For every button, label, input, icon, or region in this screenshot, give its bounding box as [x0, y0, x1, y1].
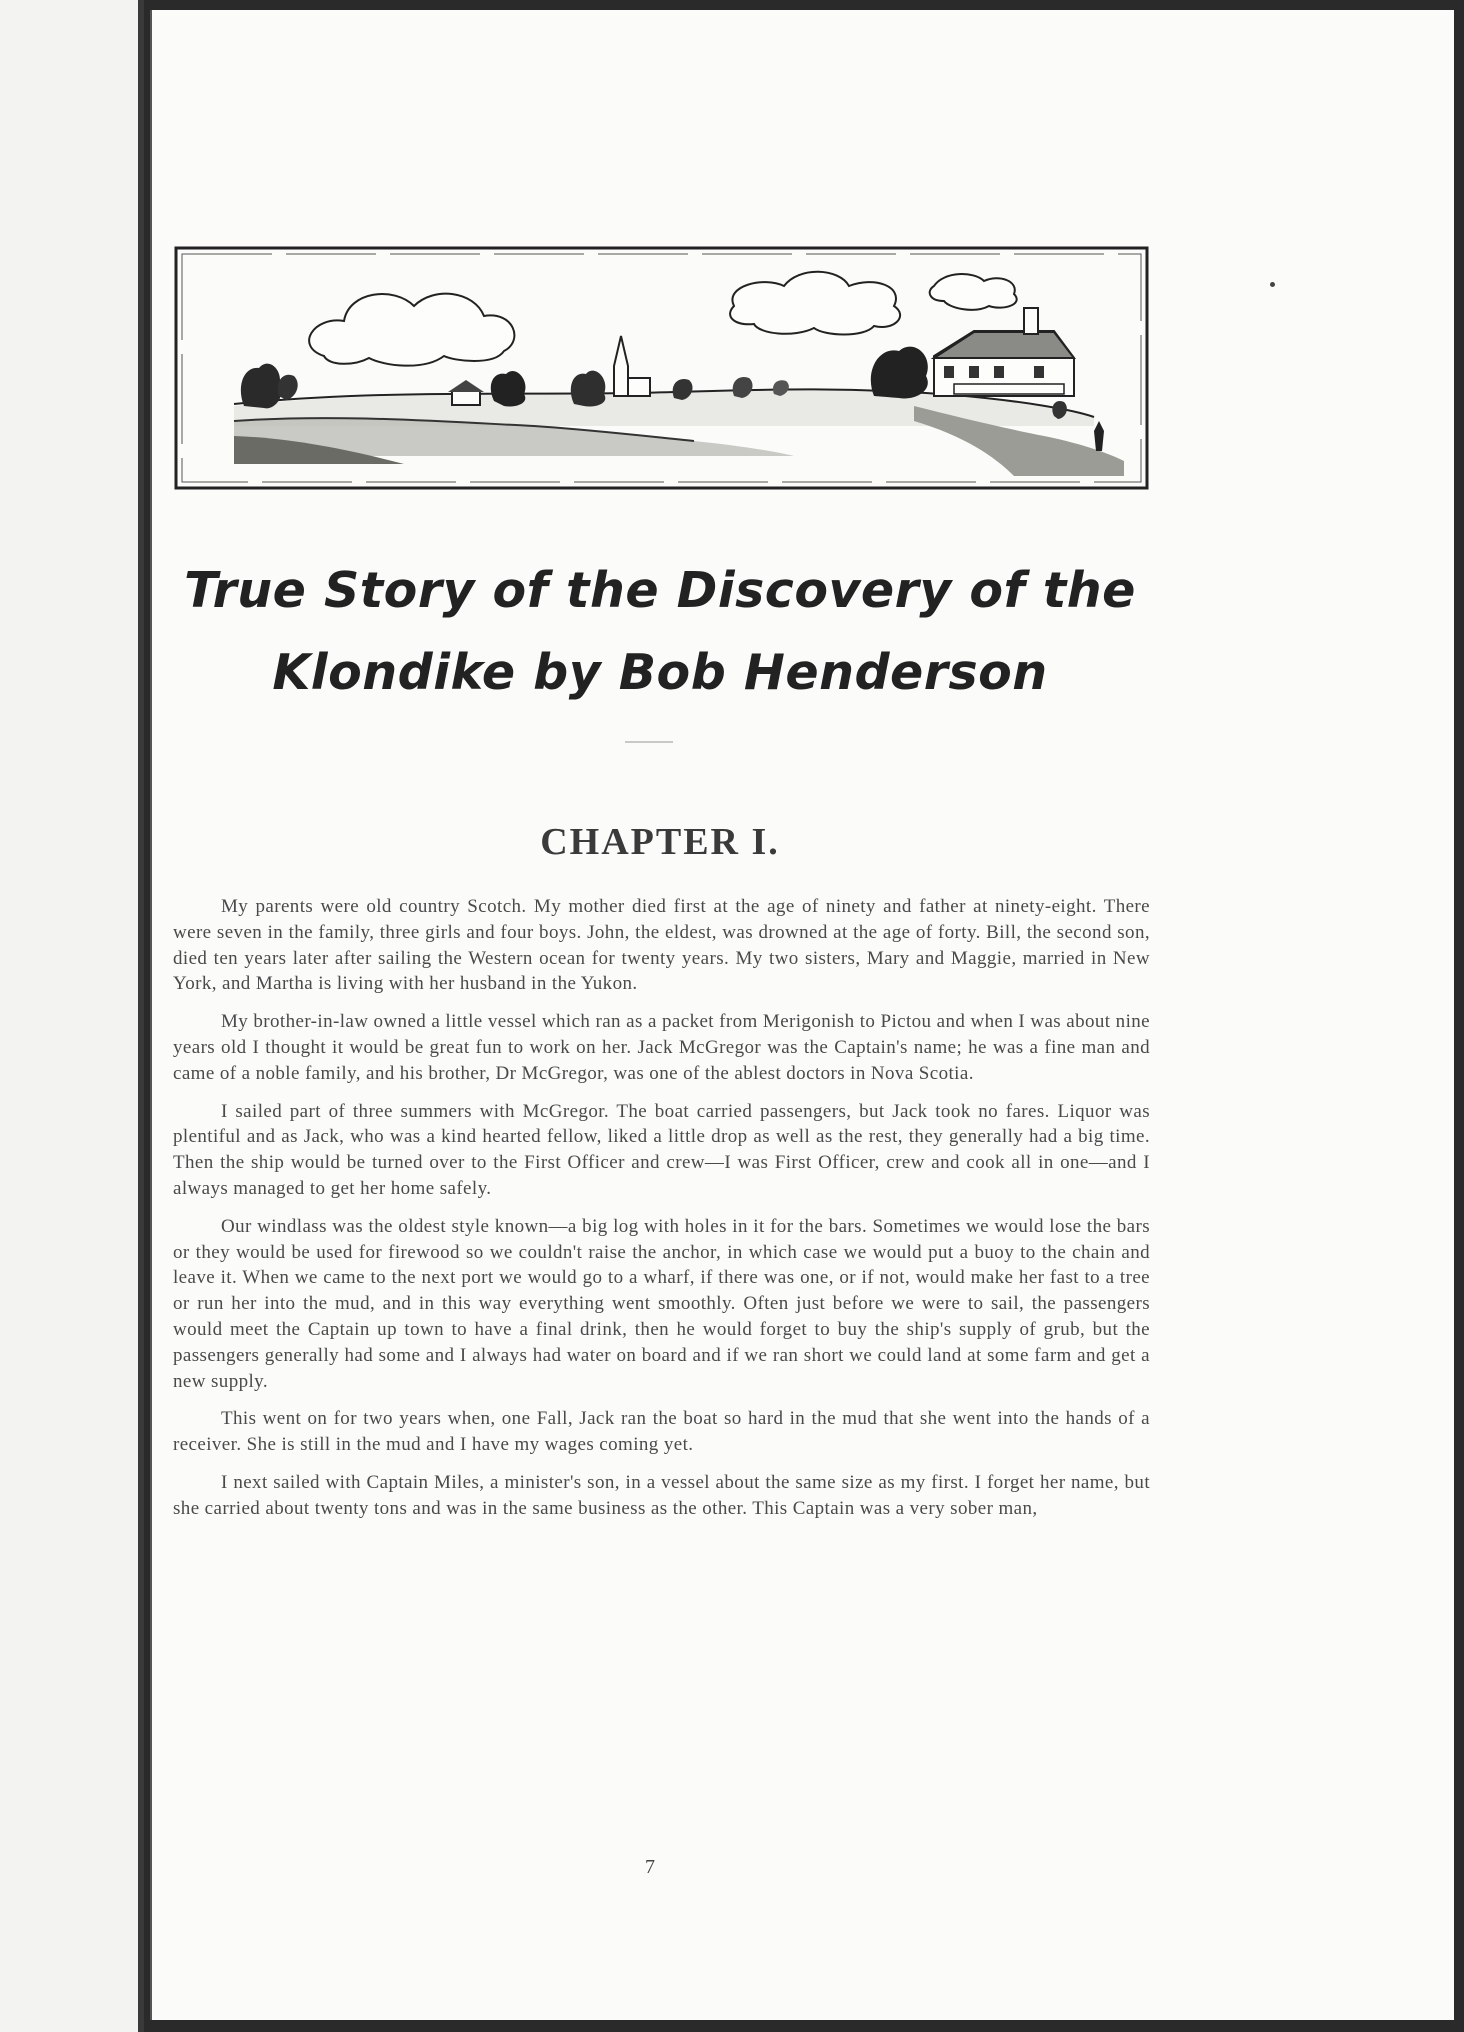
header-illustration [174, 246, 1149, 490]
chapter-heading: CHAPTER I. [540, 821, 780, 863]
title-line-1: True Story of the Discovery of the [184, 562, 1136, 619]
title-line-2: Klondike by Bob Henderson [272, 644, 1048, 701]
paragraph: My parents were old country Scotch. My mother died first at the age of ninety and father at ninety-eight. There were seven in the family, three girls and four boys. John, the eldest, was drowned at the age of forty. Bill, the second son, died ten years later after sailing the Western ocean for twenty years. My two sisters, Mary and Maggie, married in New York, and Martha is living with her husband in the Yukon. [173, 896, 1150, 995]
title-divider [625, 741, 673, 743]
page-title [170, 550, 1150, 714]
page-number: 7 [645, 1856, 655, 1878]
speck [1270, 282, 1275, 287]
paragraph: I next sailed with Captain Miles, a minister's son, in a vessel about the same size as my first. I forget her name, but she carried about twenty tons and was in the same business as the other. This Captain was a very sober man, [173, 1471, 1150, 1519]
paragraph: Our windlass was the oldest style known—a big log with holes in it for the bars. Sometimes we would lose the bars or they would be used for firewood so we couldn't raise the anchor, in which case we would put a buoy to the chain and leave it. When we came to the next port we would go to a wharf, if there was one, or if not, would make her fast to a tree or run her into the mud, and in this way everything went smoothly. Often just before we were to sail, the passengers would meet the Captain up town to have a final drink, then he would forget to buy the ship's supply of grub, but the passengers generally had some and I always had water on board and if we ran short we could land at some farm and get a new supply. [173, 1215, 1150, 1392]
facing-page-edge [0, 0, 144, 2032]
paragraph: My brother-in-law owned a little vessel which ran as a packet from Merigonish to Pictou and when I was about nine years old I thought it would be great fun to work on her. Jack McGregor was the Captain's name; he was a fine man and came of a noble family, and his brother, Dr McGregor, was one of the ablest doctors in Nova Scotia. [173, 1011, 1150, 1084]
paragraph: I sailed part of three summers with McGregor. The boat carried passengers, but Jack took no fares. Liquor was plentiful and as Jack, who was a kind hearted fellow, liked a little drop as well as the rest, they generally had a big time. Then the ship would be turned over to the First Officer and crew—I was First Officer, crew and cook all in one—and I always managed to get her home safely. [173, 1100, 1150, 1199]
paragraph: This went on for two years when, one Fall, Jack ran the boat so hard in the mud that she went into the hands of a receiver. She is still in the mud and I have my wages coming yet. [173, 1408, 1150, 1456]
body-text [173, 894, 1150, 1534]
